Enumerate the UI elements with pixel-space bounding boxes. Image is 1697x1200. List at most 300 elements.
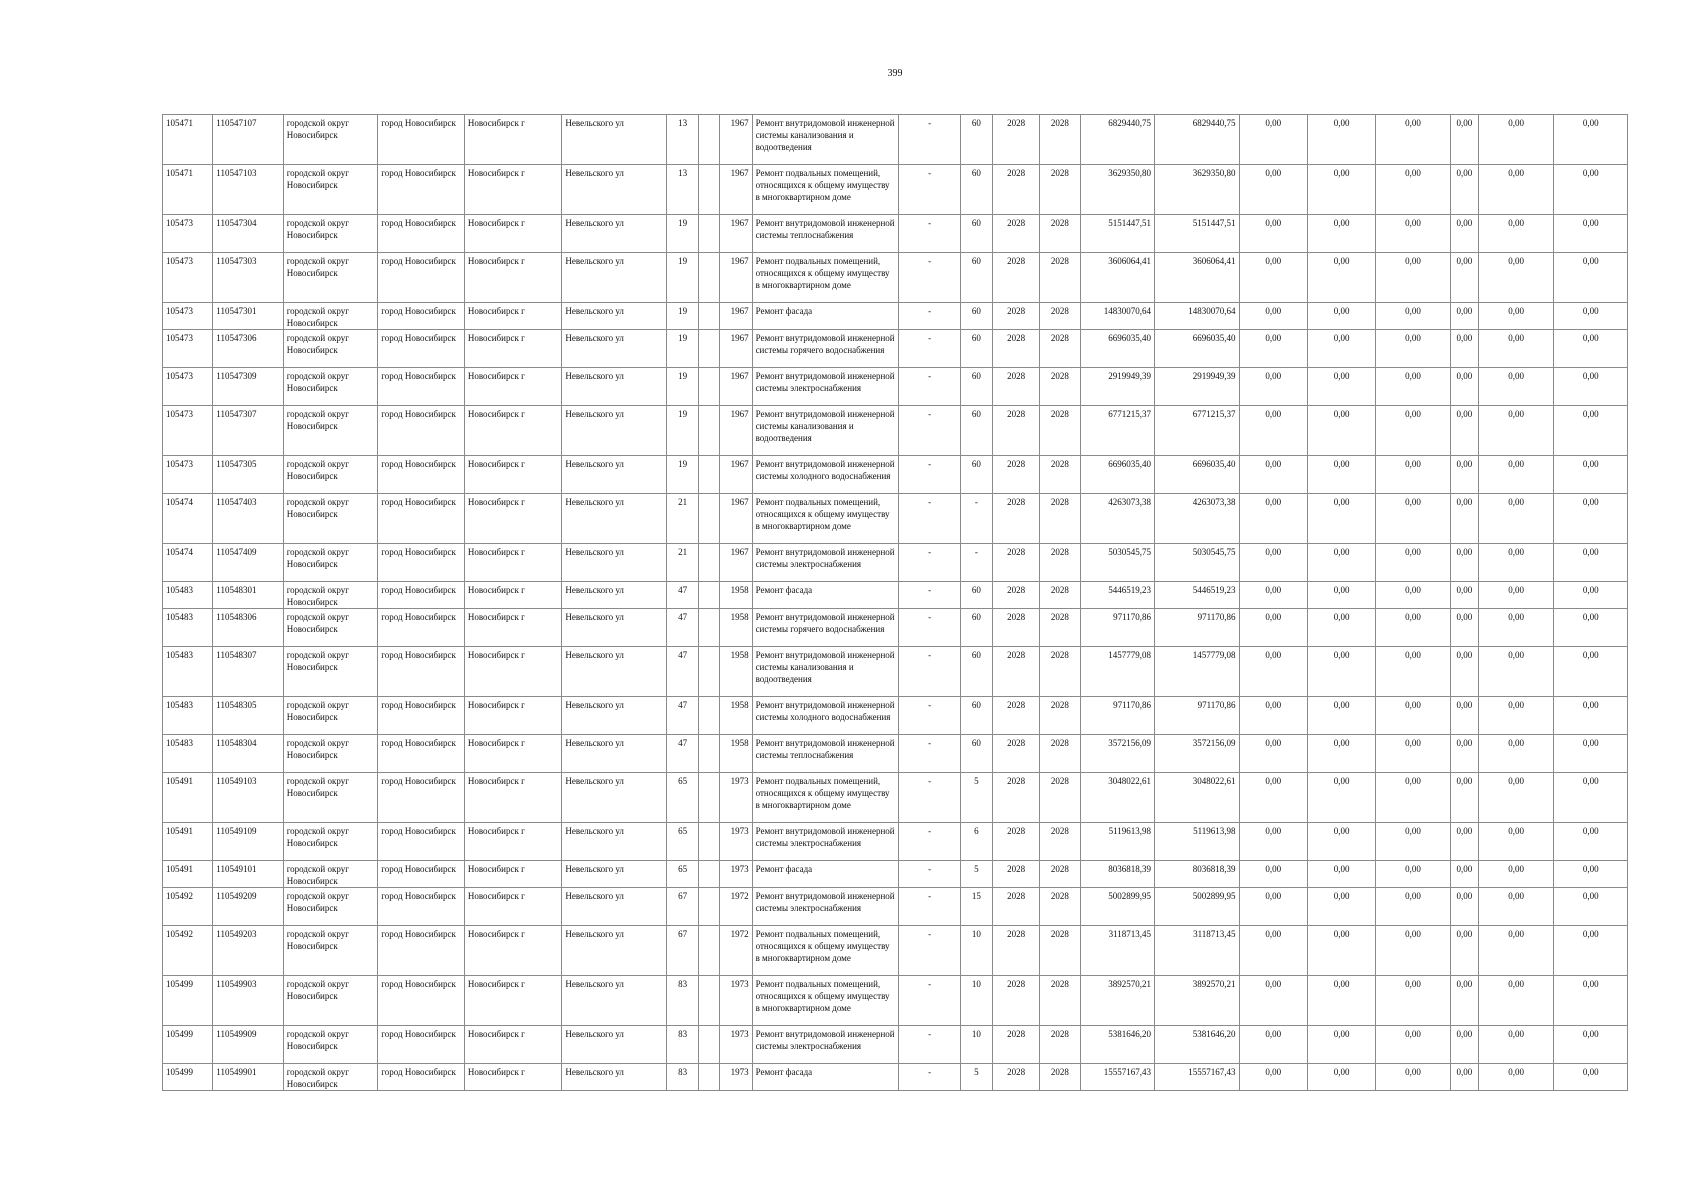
zero-value: 0,00 <box>1554 861 1628 888</box>
work-type: Ремонт подвальных помещений, относящихся к общему имуществу в многоквартирном доме <box>752 253 899 303</box>
house-number: 21 <box>667 544 699 582</box>
empty-cell <box>699 1064 720 1091</box>
table-row <box>163 582 1628 609</box>
table-row <box>163 926 1628 976</box>
municipality: городской округ Новосибирск <box>283 735 378 773</box>
object-code: 110547306 <box>213 330 283 368</box>
zero-value: 0,00 <box>1376 494 1450 544</box>
house-number: 65 <box>667 773 699 823</box>
wear-percent: 60 <box>960 330 992 368</box>
empty-cell <box>699 609 720 647</box>
zero-value: 0,00 <box>1239 215 1307 253</box>
plan-year-end: 2028 <box>1040 456 1080 494</box>
plan-year-end: 2028 <box>1040 861 1080 888</box>
cost-fund: 5002899,95 <box>1154 888 1239 926</box>
settlement: город Новосибирск <box>378 330 465 368</box>
city: Новосибирск г <box>464 368 562 406</box>
zero-value: 0,00 <box>1478 165 1553 215</box>
house-number: 47 <box>667 582 699 609</box>
wear-percent: 60 <box>960 456 992 494</box>
wear-percent: 60 <box>960 165 992 215</box>
total-cost: 3606064,41 <box>1080 253 1154 303</box>
city: Новосибирск г <box>464 253 562 303</box>
zero-value: 0,00 <box>1376 735 1450 773</box>
table-row <box>163 115 1628 165</box>
work-type: Ремонт фасада <box>752 861 899 888</box>
total-cost: 6829440,75 <box>1080 115 1154 165</box>
zero-value: 0,00 <box>1307 1026 1375 1064</box>
municipality: городской округ Новосибирск <box>283 861 378 888</box>
zero-value: 0,00 <box>1450 456 1478 494</box>
zero-value: 0,00 <box>1554 1026 1628 1064</box>
plan-year-end: 2028 <box>1040 1026 1080 1064</box>
build-year: 1967 <box>720 303 752 330</box>
dash-cell: - <box>899 253 960 303</box>
dash-cell: - <box>899 609 960 647</box>
zero-value: 0,00 <box>1450 735 1478 773</box>
zero-value: 0,00 <box>1554 456 1628 494</box>
zero-value: 0,00 <box>1554 888 1628 926</box>
plan-year-end: 2028 <box>1040 582 1080 609</box>
house-number: 19 <box>667 368 699 406</box>
table-row <box>163 456 1628 494</box>
house-number: 83 <box>667 1026 699 1064</box>
municipality: городской округ Новосибирск <box>283 609 378 647</box>
work-type: Ремонт внутридомовой инженерной системы горячего водоснабжения <box>752 609 899 647</box>
total-cost: 3629350,80 <box>1080 165 1154 215</box>
row-id: 105483 <box>163 735 213 773</box>
cost-fund: 14830070,64 <box>1154 303 1239 330</box>
object-code: 110549909 <box>213 1026 283 1064</box>
work-type: Ремонт фасада <box>752 303 899 330</box>
zero-value: 0,00 <box>1376 215 1450 253</box>
zero-value: 0,00 <box>1376 647 1450 697</box>
total-cost: 5030545,75 <box>1080 544 1154 582</box>
zero-value: 0,00 <box>1478 456 1553 494</box>
zero-value: 0,00 <box>1307 253 1375 303</box>
zero-value: 0,00 <box>1307 165 1375 215</box>
cost-fund: 6696035,40 <box>1154 330 1239 368</box>
plan-year-end: 2028 <box>1040 253 1080 303</box>
cost-fund: 8036818,39 <box>1154 861 1239 888</box>
dash-cell: - <box>899 456 960 494</box>
municipality: городской округ Новосибирск <box>283 888 378 926</box>
total-cost: 5151447,51 <box>1080 215 1154 253</box>
total-cost: 3048022,61 <box>1080 773 1154 823</box>
city: Новосибирск г <box>464 494 562 544</box>
settlement: город Новосибирск <box>378 544 465 582</box>
object-code: 110549903 <box>213 976 283 1026</box>
cost-fund: 1457779,08 <box>1154 647 1239 697</box>
municipality: городской округ Новосибирск <box>283 368 378 406</box>
dash-cell: - <box>899 165 960 215</box>
wear-percent: 10 <box>960 926 992 976</box>
zero-value: 0,00 <box>1239 582 1307 609</box>
cost-fund: 971170,86 <box>1154 697 1239 735</box>
zero-value: 0,00 <box>1239 926 1307 976</box>
house-number: 83 <box>667 976 699 1026</box>
house-number: 47 <box>667 609 699 647</box>
city: Новосибирск г <box>464 697 562 735</box>
plan-year-start: 2028 <box>993 823 1040 861</box>
zero-value: 0,00 <box>1554 823 1628 861</box>
zero-value: 0,00 <box>1554 368 1628 406</box>
plan-year-end: 2028 <box>1040 215 1080 253</box>
zero-value: 0,00 <box>1554 647 1628 697</box>
wear-percent: - <box>960 544 992 582</box>
dash-cell: - <box>899 115 960 165</box>
work-type: Ремонт внутридомовой инженерной системы канализования и водоотведения <box>752 647 899 697</box>
wear-percent: 60 <box>960 609 992 647</box>
plan-year-start: 2028 <box>993 330 1040 368</box>
dash-cell: - <box>899 773 960 823</box>
empty-cell <box>699 253 720 303</box>
city: Новосибирск г <box>464 609 562 647</box>
wear-percent: 60 <box>960 253 992 303</box>
zero-value: 0,00 <box>1450 544 1478 582</box>
zero-value: 0,00 <box>1307 697 1375 735</box>
zero-value: 0,00 <box>1554 115 1628 165</box>
plan-year-start: 2028 <box>993 303 1040 330</box>
house-number: 47 <box>667 697 699 735</box>
settlement: город Новосибирск <box>378 253 465 303</box>
dash-cell: - <box>899 1064 960 1091</box>
zero-value: 0,00 <box>1239 115 1307 165</box>
zero-value: 0,00 <box>1307 215 1375 253</box>
street: Невельского ул <box>562 456 667 494</box>
object-code: 110547305 <box>213 456 283 494</box>
object-code: 110547303 <box>213 253 283 303</box>
work-type: Ремонт внутридомовой инженерной системы холодного водоснабжения <box>752 697 899 735</box>
cost-fund: 3606064,41 <box>1154 253 1239 303</box>
total-cost: 3572156,09 <box>1080 735 1154 773</box>
plan-year-end: 2028 <box>1040 494 1080 544</box>
zero-value: 0,00 <box>1307 330 1375 368</box>
zero-value: 0,00 <box>1239 773 1307 823</box>
zero-value: 0,00 <box>1307 773 1375 823</box>
dash-cell: - <box>899 697 960 735</box>
table-row <box>163 609 1628 647</box>
zero-value: 0,00 <box>1478 406 1553 456</box>
zero-value: 0,00 <box>1239 494 1307 544</box>
work-type: Ремонт внутридомовой инженерной системы теплоснабжения <box>752 215 899 253</box>
zero-value: 0,00 <box>1450 253 1478 303</box>
settlement: город Новосибирск <box>378 735 465 773</box>
table-row <box>163 1026 1628 1064</box>
dash-cell: - <box>899 647 960 697</box>
plan-year-start: 2028 <box>993 697 1040 735</box>
plan-year-start: 2028 <box>993 544 1040 582</box>
zero-value: 0,00 <box>1450 976 1478 1026</box>
municipality: городской округ Новосибирск <box>283 647 378 697</box>
cost-fund: 5381646,20 <box>1154 1026 1239 1064</box>
street: Невельского ул <box>562 735 667 773</box>
zero-value: 0,00 <box>1554 773 1628 823</box>
municipality: городской округ Новосибирск <box>283 253 378 303</box>
total-cost: 971170,86 <box>1080 697 1154 735</box>
build-year: 1967 <box>720 544 752 582</box>
plan-year-end: 2028 <box>1040 368 1080 406</box>
zero-value: 0,00 <box>1478 368 1553 406</box>
zero-value: 0,00 <box>1307 976 1375 1026</box>
build-year: 1967 <box>720 253 752 303</box>
table-row <box>163 165 1628 215</box>
municipality: городской округ Новосибирск <box>283 1026 378 1064</box>
build-year: 1958 <box>720 647 752 697</box>
street: Невельского ул <box>562 165 667 215</box>
work-type: Ремонт внутридомовой инженерной системы канализования и водоотведения <box>752 406 899 456</box>
zero-value: 0,00 <box>1554 165 1628 215</box>
settlement: город Новосибирск <box>378 697 465 735</box>
row-id: 105473 <box>163 253 213 303</box>
zero-value: 0,00 <box>1478 115 1553 165</box>
wear-percent: 15 <box>960 888 992 926</box>
street: Невельского ул <box>562 494 667 544</box>
table-row <box>163 823 1628 861</box>
wear-percent: 60 <box>960 647 992 697</box>
table-row <box>163 253 1628 303</box>
plan-year-end: 2028 <box>1040 697 1080 735</box>
empty-cell <box>699 976 720 1026</box>
zero-value: 0,00 <box>1239 406 1307 456</box>
work-type: Ремонт внутридомовой инженерной системы горячего водоснабжения <box>752 330 899 368</box>
plan-year-end: 2028 <box>1040 303 1080 330</box>
work-type: Ремонт фасада <box>752 1064 899 1091</box>
table-row <box>163 773 1628 823</box>
build-year: 1967 <box>720 330 752 368</box>
street: Невельского ул <box>562 215 667 253</box>
cost-fund: 3572156,09 <box>1154 735 1239 773</box>
plan-year-end: 2028 <box>1040 115 1080 165</box>
municipality: городской округ Новосибирск <box>283 406 378 456</box>
street: Невельского ул <box>562 582 667 609</box>
city: Новосибирск г <box>464 861 562 888</box>
plan-year-start: 2028 <box>993 1026 1040 1064</box>
row-id: 105491 <box>163 823 213 861</box>
zero-value: 0,00 <box>1307 888 1375 926</box>
municipality: городской округ Новосибирск <box>283 165 378 215</box>
municipality: городской округ Новосибирск <box>283 494 378 544</box>
cost-fund: 2919949,39 <box>1154 368 1239 406</box>
total-cost: 5119613,98 <box>1080 823 1154 861</box>
build-year: 1967 <box>720 165 752 215</box>
empty-cell <box>699 861 720 888</box>
cost-fund: 5119613,98 <box>1154 823 1239 861</box>
plan-year-end: 2028 <box>1040 823 1080 861</box>
total-cost: 4263073,38 <box>1080 494 1154 544</box>
zero-value: 0,00 <box>1307 115 1375 165</box>
row-id: 105471 <box>163 165 213 215</box>
empty-cell <box>699 456 720 494</box>
zero-value: 0,00 <box>1450 823 1478 861</box>
house-number: 13 <box>667 165 699 215</box>
dash-cell: - <box>899 406 960 456</box>
settlement: город Новосибирск <box>378 1064 465 1091</box>
object-code: 110549109 <box>213 823 283 861</box>
city: Новосибирск г <box>464 888 562 926</box>
row-id: 105499 <box>163 1064 213 1091</box>
empty-cell <box>699 406 720 456</box>
plan-year-start: 2028 <box>993 494 1040 544</box>
total-cost: 3118713,45 <box>1080 926 1154 976</box>
plan-year-start: 2028 <box>993 406 1040 456</box>
settlement: город Новосибирск <box>378 215 465 253</box>
work-type: Ремонт подвальных помещений, относящихся к общему имуществу в многоквартирном доме <box>752 494 899 544</box>
zero-value: 0,00 <box>1376 1026 1450 1064</box>
zero-value: 0,00 <box>1478 253 1553 303</box>
dash-cell: - <box>899 823 960 861</box>
house-number: 65 <box>667 823 699 861</box>
empty-cell <box>699 115 720 165</box>
zero-value: 0,00 <box>1450 609 1478 647</box>
page-number: 399 <box>887 68 903 79</box>
municipality: городской округ Новосибирск <box>283 544 378 582</box>
wear-percent: 60 <box>960 368 992 406</box>
work-type: Ремонт фасада <box>752 582 899 609</box>
settlement: город Новосибирск <box>378 823 465 861</box>
street: Невельского ул <box>562 861 667 888</box>
dash-cell: - <box>899 888 960 926</box>
street: Невельского ул <box>562 823 667 861</box>
object-code: 110547309 <box>213 368 283 406</box>
settlement: город Новосибирск <box>378 165 465 215</box>
total-cost: 6771215,37 <box>1080 406 1154 456</box>
dash-cell: - <box>899 735 960 773</box>
work-type: Ремонт внутридомовой инженерной системы холодного водоснабжения <box>752 456 899 494</box>
zero-value: 0,00 <box>1478 888 1553 926</box>
plan-year-start: 2028 <box>993 1064 1040 1091</box>
city: Новосибирск г <box>464 165 562 215</box>
zero-value: 0,00 <box>1307 456 1375 494</box>
zero-value: 0,00 <box>1239 976 1307 1026</box>
zero-value: 0,00 <box>1450 1064 1478 1091</box>
zero-value: 0,00 <box>1478 976 1553 1026</box>
table-row <box>163 888 1628 926</box>
settlement: город Новосибирск <box>378 115 465 165</box>
zero-value: 0,00 <box>1239 368 1307 406</box>
house-number: 83 <box>667 1064 699 1091</box>
total-cost: 5381646,20 <box>1080 1026 1154 1064</box>
build-year: 1973 <box>720 823 752 861</box>
settlement: город Новосибирск <box>378 368 465 406</box>
wear-percent: 60 <box>960 406 992 456</box>
house-number: 47 <box>667 735 699 773</box>
house-number: 19 <box>667 303 699 330</box>
work-type: Ремонт внутридомовой инженерной системы электроснабжения <box>752 544 899 582</box>
row-id: 105491 <box>163 773 213 823</box>
city: Новосибирск г <box>464 926 562 976</box>
zero-value: 0,00 <box>1376 773 1450 823</box>
street: Невельского ул <box>562 773 667 823</box>
zero-value: 0,00 <box>1450 582 1478 609</box>
wear-percent: 10 <box>960 1026 992 1064</box>
city: Новосибирск г <box>464 544 562 582</box>
settlement: город Новосибирск <box>378 406 465 456</box>
work-type: Ремонт подвальных помещений, относящихся к общему имуществу в многоквартирном доме <box>752 976 899 1026</box>
build-year: 1967 <box>720 368 752 406</box>
zero-value: 0,00 <box>1239 544 1307 582</box>
zero-value: 0,00 <box>1376 544 1450 582</box>
zero-value: 0,00 <box>1376 115 1450 165</box>
zero-value: 0,00 <box>1554 494 1628 544</box>
cost-fund: 3629350,80 <box>1154 165 1239 215</box>
zero-value: 0,00 <box>1450 115 1478 165</box>
total-cost: 8036818,39 <box>1080 861 1154 888</box>
zero-value: 0,00 <box>1478 697 1553 735</box>
zero-value: 0,00 <box>1450 697 1478 735</box>
zero-value: 0,00 <box>1450 926 1478 976</box>
city: Новосибирск г <box>464 773 562 823</box>
cost-fund: 6696035,40 <box>1154 456 1239 494</box>
zero-value: 0,00 <box>1450 888 1478 926</box>
plan-year-start: 2028 <box>993 926 1040 976</box>
zero-value: 0,00 <box>1450 773 1478 823</box>
zero-value: 0,00 <box>1554 544 1628 582</box>
zero-value: 0,00 <box>1307 861 1375 888</box>
city: Новосибирск г <box>464 582 562 609</box>
zero-value: 0,00 <box>1554 303 1628 330</box>
total-cost: 3892570,21 <box>1080 976 1154 1026</box>
object-code: 110549203 <box>213 926 283 976</box>
settlement: город Новосибирск <box>378 494 465 544</box>
plan-year-end: 2028 <box>1040 976 1080 1026</box>
zero-value: 0,00 <box>1478 926 1553 976</box>
zero-value: 0,00 <box>1554 215 1628 253</box>
empty-cell <box>699 773 720 823</box>
object-code: 110549901 <box>213 1064 283 1091</box>
table-row <box>163 330 1628 368</box>
plan-year-start: 2028 <box>993 647 1040 697</box>
object-code: 110547103 <box>213 165 283 215</box>
municipality: городской округ Новосибирск <box>283 456 378 494</box>
row-id: 105473 <box>163 303 213 330</box>
municipality: городской округ Новосибирск <box>283 215 378 253</box>
row-id: 105483 <box>163 697 213 735</box>
empty-cell <box>699 544 720 582</box>
row-id: 105473 <box>163 406 213 456</box>
wear-percent: 60 <box>960 215 992 253</box>
row-id: 105473 <box>163 215 213 253</box>
zero-value: 0,00 <box>1239 303 1307 330</box>
zero-value: 0,00 <box>1554 976 1628 1026</box>
cost-fund: 5151447,51 <box>1154 215 1239 253</box>
wear-percent: 5 <box>960 773 992 823</box>
zero-value: 0,00 <box>1376 609 1450 647</box>
house-number: 19 <box>667 330 699 368</box>
settlement: город Новосибирск <box>378 647 465 697</box>
plan-year-end: 2028 <box>1040 773 1080 823</box>
city: Новосибирск г <box>464 215 562 253</box>
plan-year-end: 2028 <box>1040 735 1080 773</box>
row-id: 105483 <box>163 582 213 609</box>
municipality: городской округ Новосибирск <box>283 976 378 1026</box>
zero-value: 0,00 <box>1239 647 1307 697</box>
table-row <box>163 544 1628 582</box>
cost-fund: 15557167,43 <box>1154 1064 1239 1091</box>
zero-value: 0,00 <box>1478 303 1553 330</box>
zero-value: 0,00 <box>1239 823 1307 861</box>
settlement: город Новосибирск <box>378 976 465 1026</box>
zero-value: 0,00 <box>1478 647 1553 697</box>
zero-value: 0,00 <box>1450 215 1478 253</box>
zero-value: 0,00 <box>1450 368 1478 406</box>
table-row <box>163 697 1628 735</box>
zero-value: 0,00 <box>1554 330 1628 368</box>
zero-value: 0,00 <box>1554 697 1628 735</box>
build-year: 1973 <box>720 1064 752 1091</box>
municipality: городской округ Новосибирск <box>283 1064 378 1091</box>
build-year: 1958 <box>720 609 752 647</box>
